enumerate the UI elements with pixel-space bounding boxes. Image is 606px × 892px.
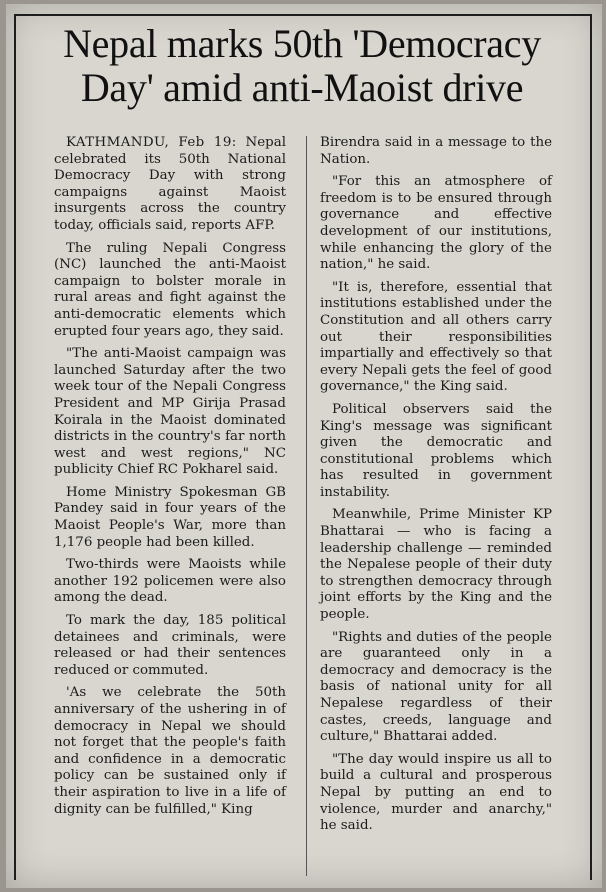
article-paragraph: "Rights and duties of the people are guaranteed only in a democracy and democracy is the basis of national unity for all Nepalese regardless of their castes, creeds, language and culture," Bhattarai added. (320, 629, 552, 745)
article-paragraph: Political observers said the King's message was significant given the democratic and constitutional problems which has resulted in government instability. (320, 401, 552, 500)
article-paragraph (54, 135, 286, 235)
article-paragraph: Two-thirds were Maoists while another 192 policemen were also among the dead. (54, 557, 286, 606)
article-left-column (54, 135, 286, 824)
article-paragraph: Birendra said in a message to the Nation. (320, 135, 552, 167)
headline-line-1: Nepal marks 50th 'Democracy (63, 21, 541, 66)
article-paragraph: The ruling Nepali Congress (NC) launched the anti-Maoist campaign to bolster morale in rural areas and fight against the anti-democratic elements which erupted four years ago, they said. (54, 240, 286, 339)
article-paragraph: "For this an atmosphere of freedom is to be ensured through governance and effective development of our institutions, while enhancing the glory of the nation," he said. (320, 174, 552, 273)
column-divider (306, 136, 307, 876)
article-paragraph: 'As we celebrate the 50th anniversary of the ushering in of democracy in Nepal we should not forget that the people's faith and confidence in a democratic policy can be sustained only if their aspiration to live in a life of dignity can be fulfilled," King (54, 685, 286, 817)
article-paragraph: Home Ministry Spokesman GB Pandey said in four years of the Maoist People's War, more than 1,176 people had been killed. (54, 484, 286, 550)
article-paragraph: Meanwhile, Prime Minister KP Bhattarai — who is facing a leadership challenge — reminded the Nepalese people of their duty to strengthen democracy through joint efforts by the King and the people. (320, 507, 552, 623)
headline-line-2: Day' amid anti-Maoist drive (80, 65, 524, 110)
article-paragraph: "The day would inspire us all to build a cultural and prosperous Nepal by putting an end to violence, murder and anarchy," he said. (320, 751, 552, 834)
clipping-left-rule (14, 14, 16, 880)
article-paragraph: "It is, therefore, essential that institutions established under the Constitution and all others carry out their responsibilities impartially and effectively so that every Nepali gets the feel of good governance," the King said. (320, 279, 552, 395)
clipping-right-rule (590, 14, 592, 880)
clipping-top-rule (14, 14, 592, 16)
dateline: KATHMANDU, Feb 19: (66, 135, 237, 150)
article-paragraph: To mark the day, 185 political detainees and criminals, were released or had their sentences reduced or commuted. (54, 613, 286, 678)
article-paragraph: "The anti-Maoist campaign was launched Saturday after the two week tour of the Nepali Congress President and MP Girija Prasad Koirala in the Maoist dominated districts in the country's far north west and west regions," NC publicity Chief RC Pokharel said. (54, 346, 286, 478)
paragraph-text: Nepal celebrated its 50th National Democracy Day with strong campaigns against Maoist insurgents across the country today, officials said, reports AFP. (54, 135, 286, 233)
article-right-column (320, 135, 552, 841)
